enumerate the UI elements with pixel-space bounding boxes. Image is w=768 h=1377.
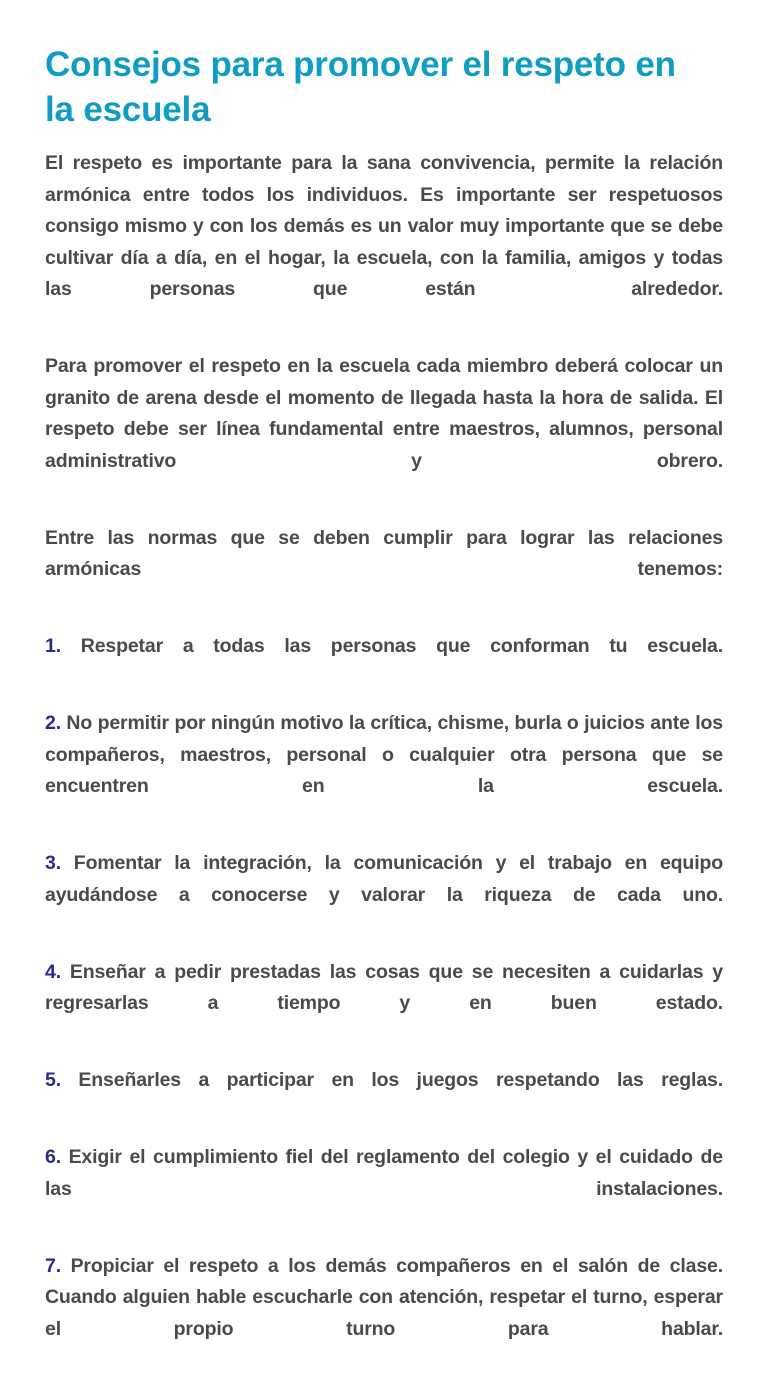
list-item [45,1065,723,1128]
list-item-number: 6. [45,1146,61,1168]
list-item-text: Fomentar la integración, la comunicación y el trabajo en equipo ayudándose a conocerse y valorar la riqueza de cada uno. [45,852,729,906]
list-item-text: No permitir por ningún motivo la crítica, chisme, burla o juicios ante los compañeros, maestros, personal o cualquier otra persona que se encuentren en la escuela. [45,712,729,797]
list-item-number: 5. [45,1069,61,1091]
paragraph-normas-lead: Entre las normas que se deben cumplir para lograr las relaciones armónicas tenemos: [45,526,729,580]
list-item-text: Exigir el cumplimiento fiel del reglamento del colegio y el cuidado de las instalaciones. [45,1146,729,1200]
list-item-text: Respetar a todas las personas que conforman tu escuela. [60,635,723,657]
list-item-text: Enseñarles a participar en los juegos respetando las reglas. [60,1069,723,1091]
document-body [45,148,729,1377]
list-item [45,631,723,694]
list-item-number: 4. [45,960,61,983]
list-item [45,1142,729,1237]
list-item [45,848,729,943]
list-item-number: 1. [45,635,61,657]
paragraph-promocion: Para promover el respeto en la escuela cada miembro deberá colocar un granito de arena desde el momento de llegada hasta la hora de salida. El respeto debe ser línea fundamental entre maestros, alumnos, personal administrativo y obrero. [45,355,729,472]
list-item-text: Enseñar a pedir prestadas las cosas que se necesiten a cuidarlas y regresarlas a tiempo y en buen estado. [45,960,729,1014]
list-item-text: Propiciar el respeto a los demás compañeros en el salón de clase. Cuando alguien hable escucharle con atención, respetar el turno, esperar el propio turno para hablar. [45,1254,729,1340]
list-item-number: 2. [45,712,61,734]
paragraph-intro: El respeto es importante para la sana convivencia, permite la relación armónica entre todos los individuos. Es importante ser respetuosos consigo mismo y con los demás es un valor muy importante que se debe cultivar día a día, en el hogar, la escuela, con la familia, amigos y todas las personas que están alrededor. [45,152,729,300]
list-item [45,957,729,1052]
list-item [45,708,729,834]
list-item-number: 3. [45,852,61,874]
list-item [45,1251,729,1377]
list-item-number: 7. [45,1254,61,1277]
page-title: Consejos para promover el respeto en la escuela [45,45,676,129]
